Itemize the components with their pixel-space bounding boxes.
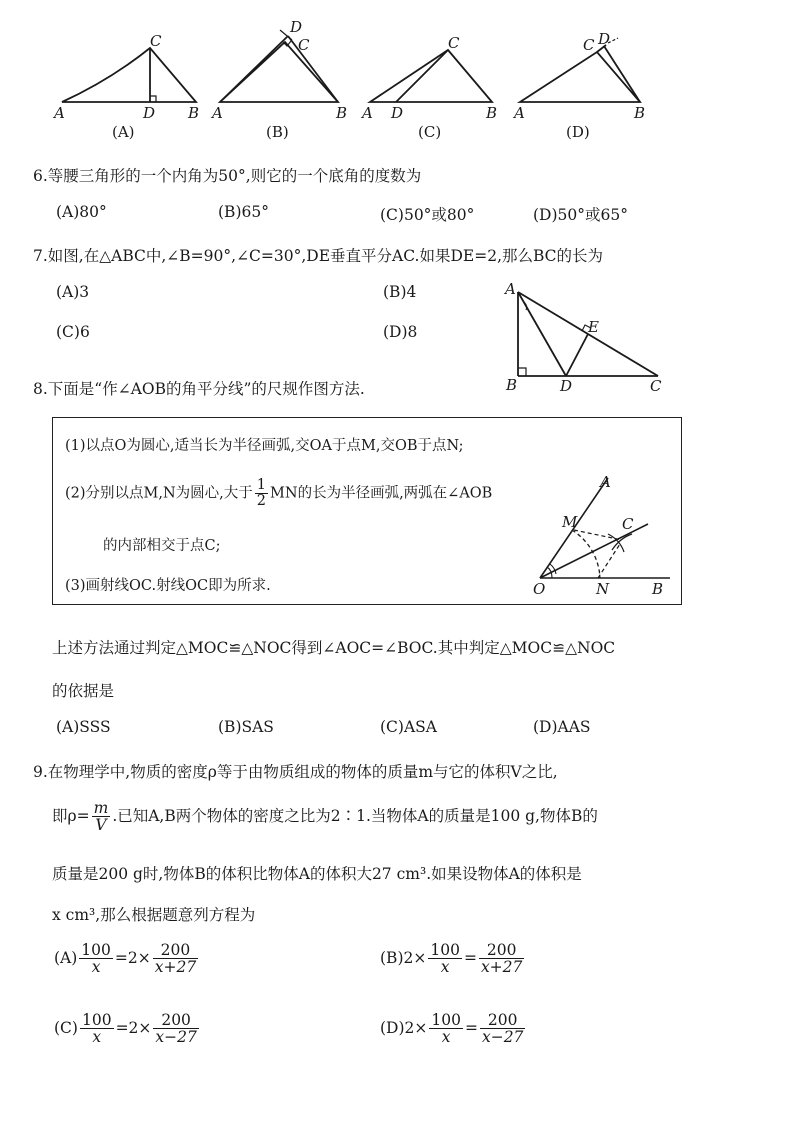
q8-follow-line-2: 的依据是 (52, 682, 115, 700)
figB-label-B: B (336, 104, 348, 122)
q8-label-O: O (533, 580, 546, 598)
q9-option-c-prefix: (C) (54, 1018, 78, 1037)
q9-d-den2: x−27 (481, 1028, 524, 1047)
figB-label-C: C (298, 36, 310, 54)
q9-d-num1: 100 (431, 1011, 461, 1029)
q7-label-C: C (650, 377, 662, 395)
q9-option-a-mid: =2× (114, 948, 151, 967)
q9-c-num2: 200 (153, 1012, 198, 1029)
q8-option-d: (D)AAS (533, 718, 591, 736)
q8-option-b: (B)SAS (218, 718, 274, 736)
figC-caption: (C) (418, 123, 442, 141)
q9-frac-num: m (93, 799, 109, 817)
q9-c-num1: 100 (81, 1011, 112, 1029)
q9-c-den1: x (92, 1028, 102, 1047)
q7-option-b: (B)4 (383, 283, 417, 301)
q7-stem (33, 244, 603, 266)
q6-option-c: (C)50°或80° (380, 206, 475, 224)
q9-line-2b: .已知A,B两个物体的密度之比为2∶1.当物体A的质量是100 g,物体B的 (112, 806, 598, 825)
q8-step-2-frac-den: 2 (256, 493, 267, 510)
q8-label-N: N (596, 580, 610, 598)
q7-option-c: (C)6 (56, 323, 90, 341)
q9-line-1 (33, 760, 558, 782)
q9-option-d-mid: = (464, 1018, 478, 1037)
q8-label-B: B (652, 580, 664, 598)
q8-text: 下面是“作∠AOB的角平分线”的尺规作图方法. (47, 380, 365, 398)
q9-a-den2: x+27 (154, 958, 197, 977)
figD-label-B: B (634, 104, 646, 122)
q7-label-E: E (588, 318, 599, 336)
q8-option-a: (A)SSS (56, 718, 111, 736)
figC-label-C: C (448, 34, 460, 52)
q9-option-c-mid: =2× (115, 1018, 152, 1037)
q9-line-3: 质量是200 g时,物体B的体积比物体A的体积大27 cm³.如果设物体A的体积是 (52, 865, 582, 883)
figD-label-D: D (598, 30, 611, 48)
q8-label-M: M (562, 513, 578, 531)
q7-label-B: B (506, 376, 518, 394)
q6-text: 等腰三角形的一个内角为50°,则它的一个底角的度数为 (47, 167, 422, 185)
figA-label-D: D (143, 104, 156, 122)
q9-a-num1: 100 (81, 941, 111, 959)
q8-step-2a: (2)分别以点M,N为圆心,大于 (65, 485, 253, 502)
q9-line-1-text: 在物理学中,物质的密度ρ等于由物质组成的物体的质量m与它的体积V之比, (47, 763, 558, 781)
figC-label-A: A (362, 104, 373, 122)
q8-number: 8. (33, 380, 48, 398)
q9-option-d (380, 1012, 527, 1046)
q7-number: 7. (33, 247, 48, 265)
q9-option-d-prefix: (D)2× (380, 1018, 428, 1037)
figA-label-C: C (150, 32, 162, 50)
q7-option-a: (A)3 (56, 283, 90, 301)
q8-step-2-frac-num: 1 (256, 477, 267, 493)
figC-label-D: D (391, 104, 404, 122)
figA-label-B: B (188, 104, 200, 122)
q9-line-2 (52, 800, 598, 834)
q7-text: 如图,在△ABC中,∠B=90°,∠C=30°,DE垂直平分AC.如果DE=2,那么BC的长为 (47, 247, 604, 265)
q9-d-den1: x (441, 1028, 451, 1047)
q9-option-b (380, 942, 526, 976)
figC-label-B: B (486, 104, 498, 122)
figD-label-A: A (514, 104, 525, 122)
figA-caption: (A) (112, 123, 135, 141)
q9-option-a-prefix: (A) (54, 948, 78, 967)
q9-b-den2: x+27 (480, 958, 523, 977)
q6-option-d: (D)50°或65° (533, 206, 628, 224)
q9-option-c (54, 1012, 201, 1046)
q9-b-num1: 100 (430, 941, 460, 959)
figD-caption: (D) (566, 123, 590, 141)
q7-label-D: D (560, 377, 573, 395)
q8-label-C: C (622, 515, 634, 533)
q9-option-b-prefix: (B)2× (380, 948, 427, 967)
q8-step-2c: 的内部相交于点C; (103, 538, 221, 554)
q6-number: 6. (33, 167, 48, 185)
q9-a-den1: x (91, 958, 101, 977)
q9-number: 9. (33, 763, 48, 781)
q9-b-den1: x (440, 958, 450, 977)
q8-follow-line-1: 上述方法通过判定△MOC≌△NOC得到∠AOC=∠BOC.其中判定△MOC≌△NOC (52, 639, 616, 657)
figB-caption: (B) (266, 123, 289, 141)
q6-stem (33, 164, 421, 186)
q7-label-A: A (505, 280, 516, 298)
q8-option-c: (C)ASA (380, 718, 437, 736)
q8-step-2b: MN的长为半径画弧,两弧在∠AOB (270, 485, 493, 502)
q8-step-2-fraction (255, 478, 268, 509)
q9-frac-den: V (95, 816, 107, 835)
q8-stem (33, 377, 365, 399)
q6-option-b: (B)65° (218, 203, 269, 221)
q9-d-num2: 200 (480, 1012, 525, 1029)
q6-option-a: (A)80° (56, 203, 107, 221)
q9-line-4: x cm³,那么根据题意列方程为 (52, 906, 256, 924)
q8-label-A: A (600, 473, 611, 491)
q9-b-num2: 200 (479, 942, 524, 959)
figD-label-C: C (583, 36, 595, 54)
q9-line-2a: 即ρ= (52, 806, 90, 825)
q9-option-a (54, 942, 200, 976)
q9-option-b-mid: = (463, 948, 477, 967)
q8-step-3: (3)画射线OC.射线OC即为所求. (65, 578, 271, 594)
q7-option-d: (D)8 (383, 323, 418, 341)
q8-step-2 (65, 478, 492, 509)
q9-density-fraction (92, 800, 111, 834)
figB-label-D: D (290, 18, 303, 36)
q9-a-num2: 200 (153, 942, 198, 959)
figB-label-A: A (212, 104, 223, 122)
q9-c-den2: x−27 (155, 1028, 197, 1047)
q8-step-1: (1)以点O为圆心,适当长为半径画弧,交OA于点M,交OB于点N; (65, 438, 464, 454)
figA-label-A: A (54, 104, 65, 122)
